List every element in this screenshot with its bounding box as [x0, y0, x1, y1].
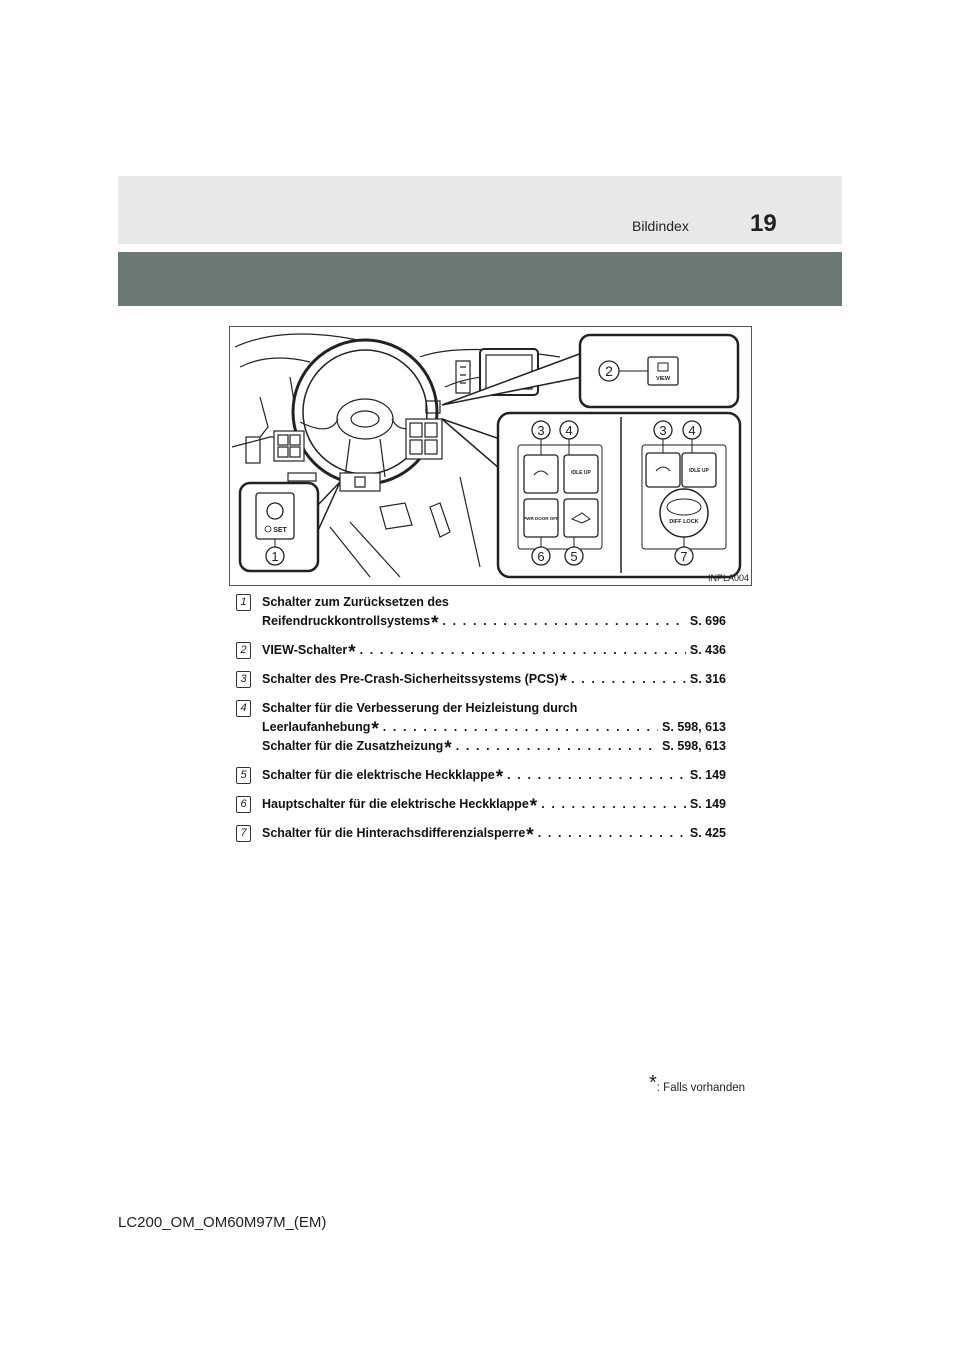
- item-line: [262, 766, 726, 788]
- item-text: Reifendruckkontrollsystems: [262, 614, 431, 628]
- item-marker: 4: [236, 700, 251, 717]
- item-marker: 3: [236, 671, 251, 688]
- item-text: Schalter zum Zurücksetzen des: [262, 595, 449, 609]
- item-text: Leerlaufanhebung: [262, 720, 371, 734]
- callout-7: 7: [680, 549, 688, 564]
- item-text: Hauptschalter für die elektrische Heckklappe: [262, 797, 529, 811]
- item-text: VIEW-Schalter: [262, 643, 348, 657]
- callout-5: 5: [570, 549, 578, 564]
- legend-item-5: [236, 766, 726, 788]
- legend-item-7: [236, 824, 726, 846]
- view-button-label: VIEW: [655, 376, 671, 382]
- page-reference[interactable]: S. 598, 613: [662, 720, 726, 734]
- legend-item-4: [236, 699, 726, 759]
- asterisk-icon: *: [495, 767, 504, 788]
- item-marker: 6: [236, 796, 251, 813]
- item-line: [262, 737, 726, 759]
- header-dark-band: [118, 252, 842, 306]
- section-title: Bildindex: [632, 218, 689, 234]
- item-marker: 2: [236, 642, 251, 659]
- item-line: [262, 795, 726, 817]
- asterisk-icon: *: [559, 671, 568, 692]
- callout-6: 6: [537, 549, 545, 564]
- legend-item-6: [236, 795, 726, 817]
- item-line: [262, 699, 726, 718]
- callout-2: 2: [605, 363, 613, 379]
- callout-4-right: 4: [688, 423, 696, 438]
- item-text: Schalter für die Hinterachsdifferenzialsperre: [262, 826, 526, 840]
- page-number: 19: [750, 210, 777, 237]
- asterisk-icon: *: [431, 613, 439, 634]
- page-reference[interactable]: S. 436: [689, 643, 726, 657]
- item-line: [262, 593, 726, 612]
- item-marker: 1: [236, 594, 251, 611]
- legend-item-2: [236, 641, 726, 663]
- item-text: Schalter für die Zusatzheizung: [262, 739, 444, 753]
- asterisk-icon: *: [371, 719, 379, 740]
- set-button-label: SET: [273, 527, 287, 534]
- asterisk-icon: *: [348, 642, 356, 663]
- callout-1: 1: [271, 549, 279, 564]
- item-text: Schalter für die Verbesserung der Heizleistung durch: [262, 701, 578, 715]
- document-code: LC200_OM_OM60M97M_(EM): [118, 1214, 327, 1231]
- legend-item-1: [236, 593, 726, 634]
- dashboard-illustration: [229, 326, 752, 586]
- item-marker: 7: [236, 825, 251, 842]
- item-line: [262, 824, 726, 846]
- page-reference[interactable]: S. 598, 613: [662, 739, 726, 753]
- legend-list: [236, 593, 726, 853]
- page-reference[interactable]: S. 316: [689, 672, 726, 686]
- item-text: Schalter des Pre-Crash-Sicherheitssystems (PCS): [262, 672, 559, 686]
- page-reference[interactable]: S. 149: [689, 797, 726, 811]
- item-line: [262, 641, 726, 663]
- item-line: [262, 670, 726, 692]
- asterisk-icon: *: [444, 738, 452, 759]
- item-line: [262, 612, 726, 634]
- item-line: [262, 718, 726, 740]
- asterisk-icon: *: [526, 825, 534, 846]
- asterisk-icon: *: [649, 1072, 657, 1094]
- asterisk-icon: *: [529, 796, 538, 817]
- page-reference[interactable]: S. 149: [689, 768, 726, 782]
- page-reference[interactable]: S. 425: [689, 826, 726, 840]
- footnote-text: : Falls vorhanden: [656, 1082, 746, 1094]
- idle-up-button-label-2: IDLE UP: [689, 468, 709, 474]
- callout-3-left: 3: [537, 423, 545, 438]
- figure-code: INPLA004: [708, 573, 750, 583]
- callout-4-left: 4: [565, 423, 573, 438]
- pwr-door-off-button-label: PWR DOOR OFF: [523, 516, 559, 521]
- diff-lock-label: DIFF LOCK: [669, 519, 699, 525]
- item-text: Schalter für die elektrische Heckklappe: [262, 768, 495, 782]
- footnote: [648, 1072, 746, 1094]
- callout-3-right: 3: [659, 423, 667, 438]
- legend-item-3: [236, 670, 726, 692]
- item-marker: 5: [236, 767, 251, 784]
- idle-up-button-label-1: IDLE UP: [571, 470, 591, 476]
- dashboard-drawing: [230, 327, 751, 585]
- header-band: [118, 176, 842, 244]
- page-reference[interactable]: S. 696: [689, 614, 726, 628]
